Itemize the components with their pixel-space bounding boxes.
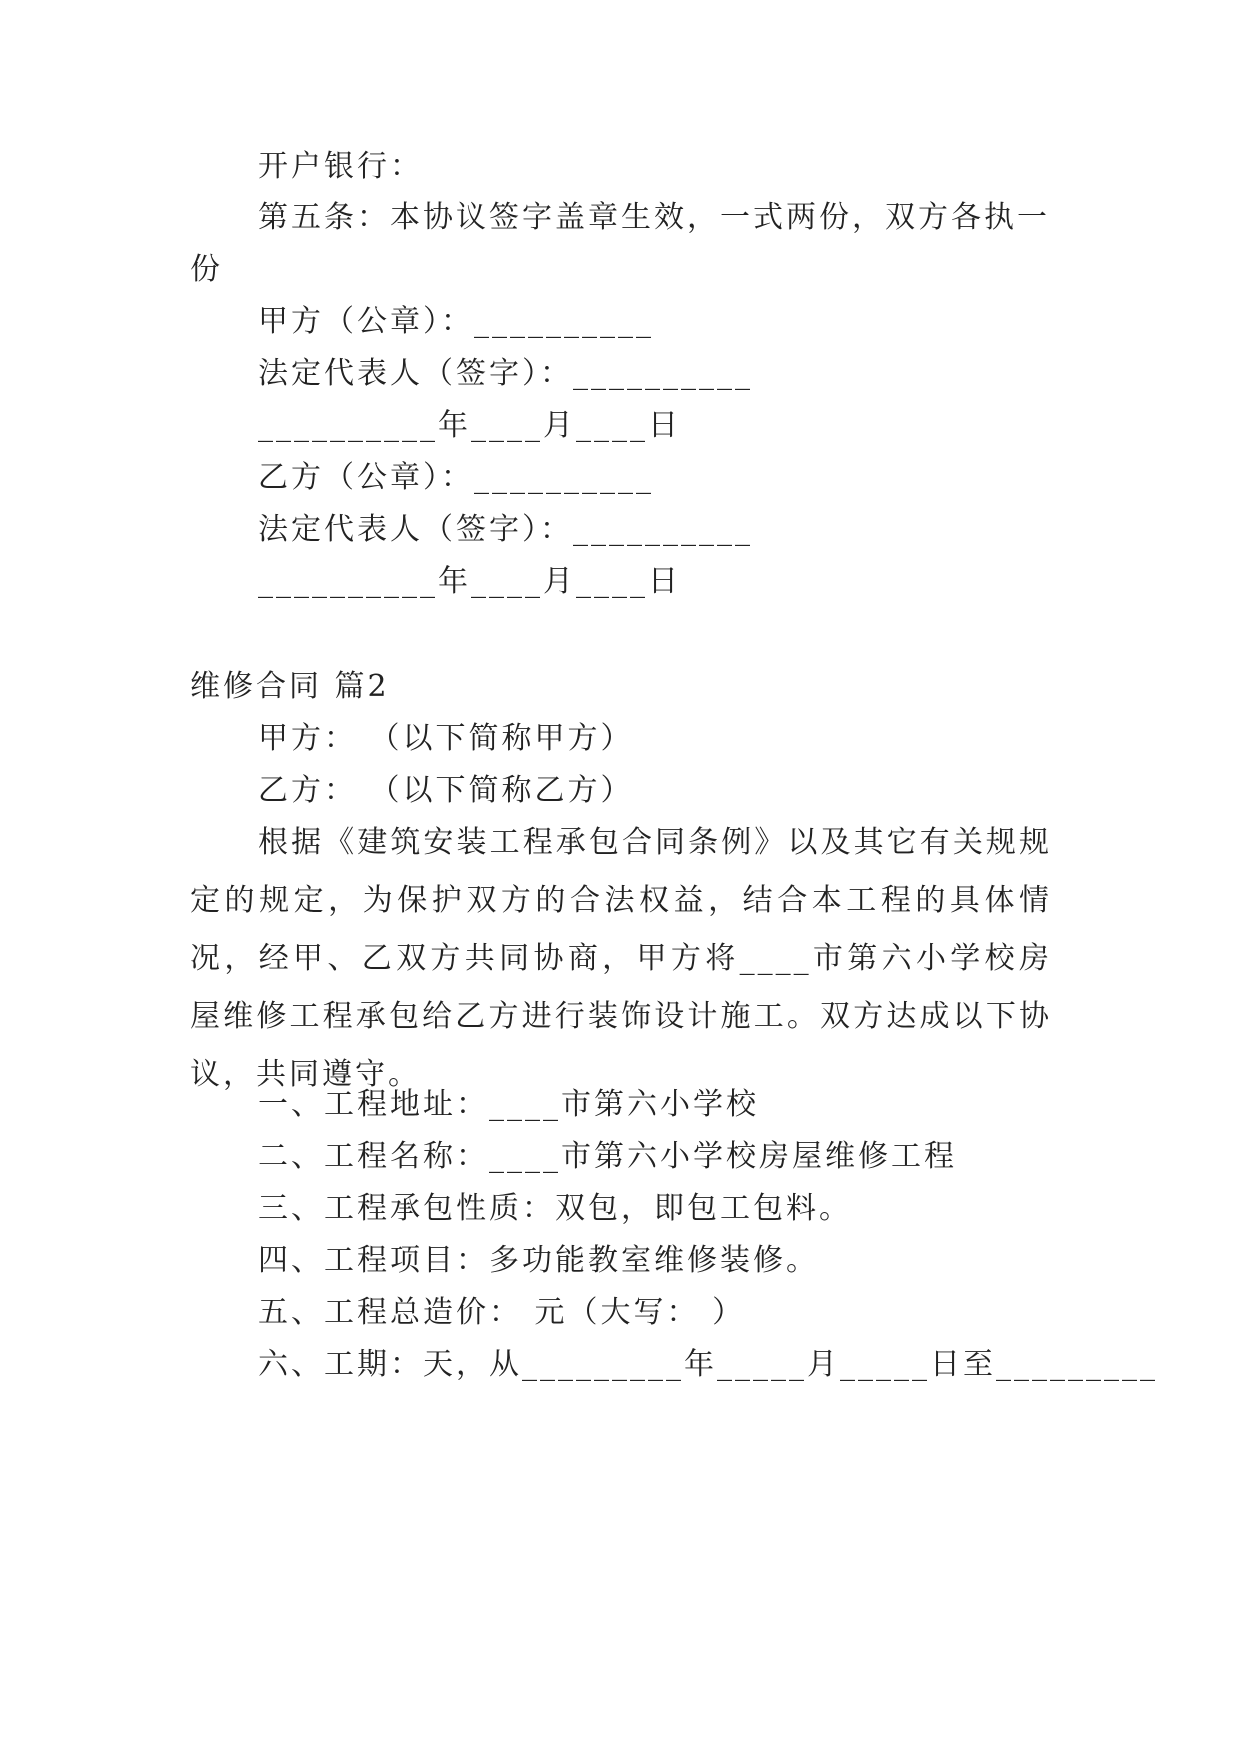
party-b-line: 乙方： （以下简称乙方）: [258, 773, 634, 808]
party-a-representative-line: 法定代表人（签字）：__________: [258, 356, 753, 391]
item-project-name: 二、工程名称：____市第六小学校房屋维修工程: [258, 1139, 957, 1174]
party-b-seal-line: 乙方（公章）：__________: [258, 460, 654, 495]
section-heading: 维修合同 篇2: [190, 669, 390, 704]
item-contract-type: 三、工程承包性质：双包，即包工包料。: [258, 1191, 852, 1226]
party-a-date-line: __________年____月____日: [258, 408, 681, 443]
article5-line1: 第五条：本协议签字盖章生效，一式两份，双方各执一: [258, 200, 1050, 235]
party-b-date-line: __________年____月____日: [258, 564, 681, 599]
item-project-address: 一、工程地址：____市第六小学校: [258, 1087, 759, 1122]
item-total-cost: 五、工程总造价： 元（大写： ）: [258, 1295, 746, 1330]
party-a-line: 甲方： （以下简称甲方）: [258, 721, 634, 756]
bank-line: 开户银行：: [258, 149, 423, 184]
intro-paragraph: 根据《建筑安装工程承包合同条例》以及其它有关规规定的规定，为保护双方的合法权益，结合本工程的具体情况，经甲、乙双方共同协商，甲方将____市第六小学校房屋维修工程承包给乙方进行装饰设计施工。双方达成以下协议，共同遵守。: [190, 825, 1052, 1092]
item-project-scope: 四、工程项目：多功能教室维修装修。: [258, 1243, 819, 1278]
party-b-representative-line: 法定代表人（签字）：__________: [258, 512, 753, 547]
item-duration: 六、工期：天，从_________年_____月_____日至_________: [258, 1347, 1158, 1382]
party-a-seal-line: 甲方（公章）：__________: [258, 304, 654, 339]
article5-line2: 份: [190, 252, 223, 287]
